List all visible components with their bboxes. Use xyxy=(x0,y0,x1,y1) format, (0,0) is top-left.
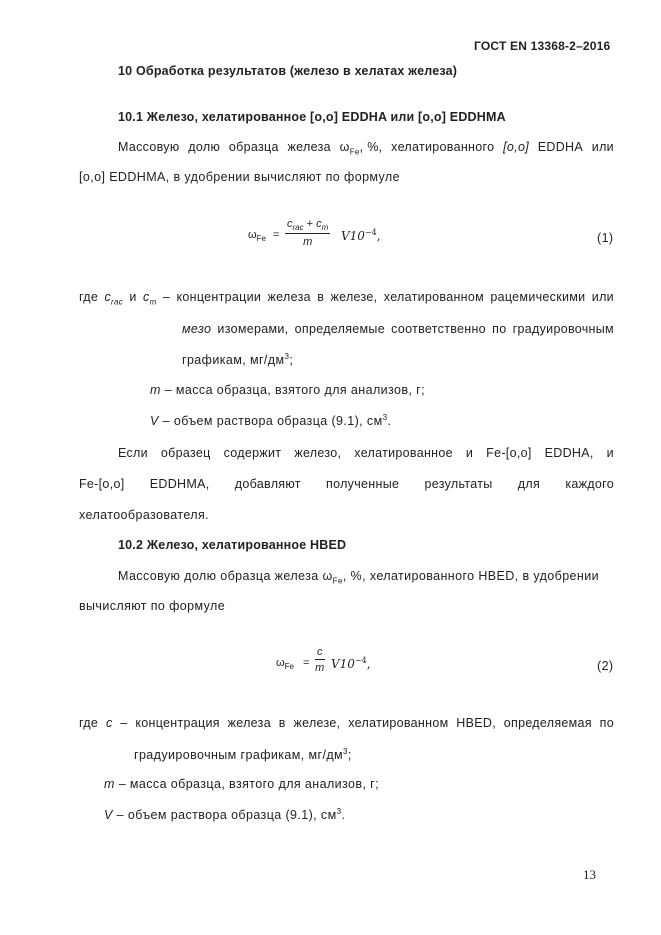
paragraph-10-2-line2: вычисляют по формуле xyxy=(79,599,226,613)
where-10-1-line2 xyxy=(182,322,614,336)
word: добавляют xyxy=(234,477,301,491)
word: каждого xyxy=(565,477,614,491)
word: определяемые xyxy=(294,322,385,336)
subsection-10-2-title: 10.2 Железо, хелатированное HBED xyxy=(118,538,347,552)
note-line1 xyxy=(118,446,614,460)
word: образца xyxy=(228,140,279,154)
word: Fe-[o,o] xyxy=(79,477,125,491)
note-line2 xyxy=(79,477,614,491)
word: содержит xyxy=(223,446,282,460)
where-10-2-m: m – масса образца, взятого для анализов, г; xyxy=(104,777,379,791)
word: или xyxy=(591,140,614,154)
word: железе, xyxy=(330,290,378,304)
where-10-1-line1 xyxy=(79,290,614,307)
word: и xyxy=(129,290,137,304)
word: градуировочным xyxy=(512,322,614,336)
word: в xyxy=(278,716,286,730)
word: и xyxy=(465,446,474,460)
word: HBED, xyxy=(456,716,496,730)
word: изомерами, xyxy=(217,322,289,336)
word: определяемая xyxy=(503,716,592,730)
formula-2-fraction: $\frac{c}{m}$ xyxy=(315,646,325,674)
word: железо, xyxy=(294,446,342,460)
formula-1-lhs: $\omega_{Fe}$ = xyxy=(248,229,280,244)
word: соответственно xyxy=(391,322,486,336)
word: где xyxy=(79,290,99,304)
word: концентрации xyxy=(176,290,262,304)
word: хелатированном xyxy=(383,290,485,304)
where-10-2-line1 xyxy=(79,716,614,730)
standard-number: ГОСТ EN 13368-2–2016 xyxy=(474,39,611,53)
word: рацемическими xyxy=(490,290,586,304)
c-symbol: c xyxy=(105,716,113,730)
word: или xyxy=(591,290,614,304)
formula-2-tail: $V10^{-4}$, xyxy=(331,656,371,671)
word: Если xyxy=(118,446,148,460)
c-m-symbol: $c_m$ xyxy=(143,290,157,307)
page-number: 13 xyxy=(583,867,596,882)
word: железа xyxy=(227,716,271,730)
formula-2-lhs: $\omega_{Fe}$ = xyxy=(276,657,310,672)
word: EDDHMA, xyxy=(149,477,210,491)
word: в xyxy=(317,290,325,304)
formula-2-number: (2) xyxy=(597,659,614,673)
word: железа xyxy=(267,290,311,304)
where-10-1-m: m – масса образца, взятого для анализов, г; xyxy=(150,383,425,397)
word: по xyxy=(599,716,614,730)
formula-1-number: (1) xyxy=(597,231,614,245)
formula-1-fraction: $c_{rac} + c_m$ m xyxy=(287,218,329,249)
where-10-2-line2: градуировочным графикам, $мг/дм^3$; xyxy=(134,747,352,763)
where-10-2-v: V – объем раствора образца (9.1), $см^3$. xyxy=(104,807,346,823)
paragraph-10-2-line1: Массовую долю образца железа $\omega_{Fe}$, %, хелатированного HBED, в удобрении xyxy=(118,569,599,586)
word: долю xyxy=(188,140,221,154)
paragraph-10-1-line2: [o,o] EDDHMA, в удобрении вычисляют по формуле xyxy=(79,170,400,184)
word: хелатированное xyxy=(354,446,453,460)
word: и xyxy=(606,446,614,460)
word: образец xyxy=(160,446,211,460)
c-rac-symbol: $c_{rac}$ xyxy=(104,290,124,307)
word: для xyxy=(517,477,541,491)
formula-1-tail: $V10^{-4}$, xyxy=(341,228,381,243)
paragraph-10-1-line1 xyxy=(118,140,614,157)
word: мезо xyxy=(182,322,212,336)
word: EDDHA, xyxy=(544,446,594,460)
word: EDDHA xyxy=(537,140,584,154)
word: полученные xyxy=(326,477,400,491)
word: концентрация xyxy=(135,716,220,730)
where-10-1-v: V – объем раствора образца (9.1), $см^3$. xyxy=(150,413,392,429)
word: Fe-[o,o] xyxy=(486,446,532,460)
note-line3: хелатообразователя. xyxy=(79,508,210,522)
word: железа xyxy=(287,140,331,154)
word: хелатированного xyxy=(391,140,495,154)
section-title: 10 Обработка результатов (железо в хелатах железа) xyxy=(118,64,458,78)
word: хелатированном xyxy=(348,716,449,730)
word: [o,o] xyxy=(503,140,529,154)
word: Массовую xyxy=(118,140,180,154)
subsection-10-1-title: 10.1 Железо, хелатированное [o,o] EDDHA или [o,o] EDDHMA xyxy=(118,110,506,124)
word: результаты xyxy=(424,477,493,491)
word: по xyxy=(492,322,507,336)
omega-fe-symbol: $\omega_{Fe}$, %, xyxy=(339,140,383,157)
word: где xyxy=(79,716,99,730)
word: – xyxy=(162,290,171,304)
word: железе, xyxy=(293,716,341,730)
word: – xyxy=(120,716,128,730)
where-10-1-line3: графикам, $мг/дм^3$; xyxy=(182,352,294,368)
